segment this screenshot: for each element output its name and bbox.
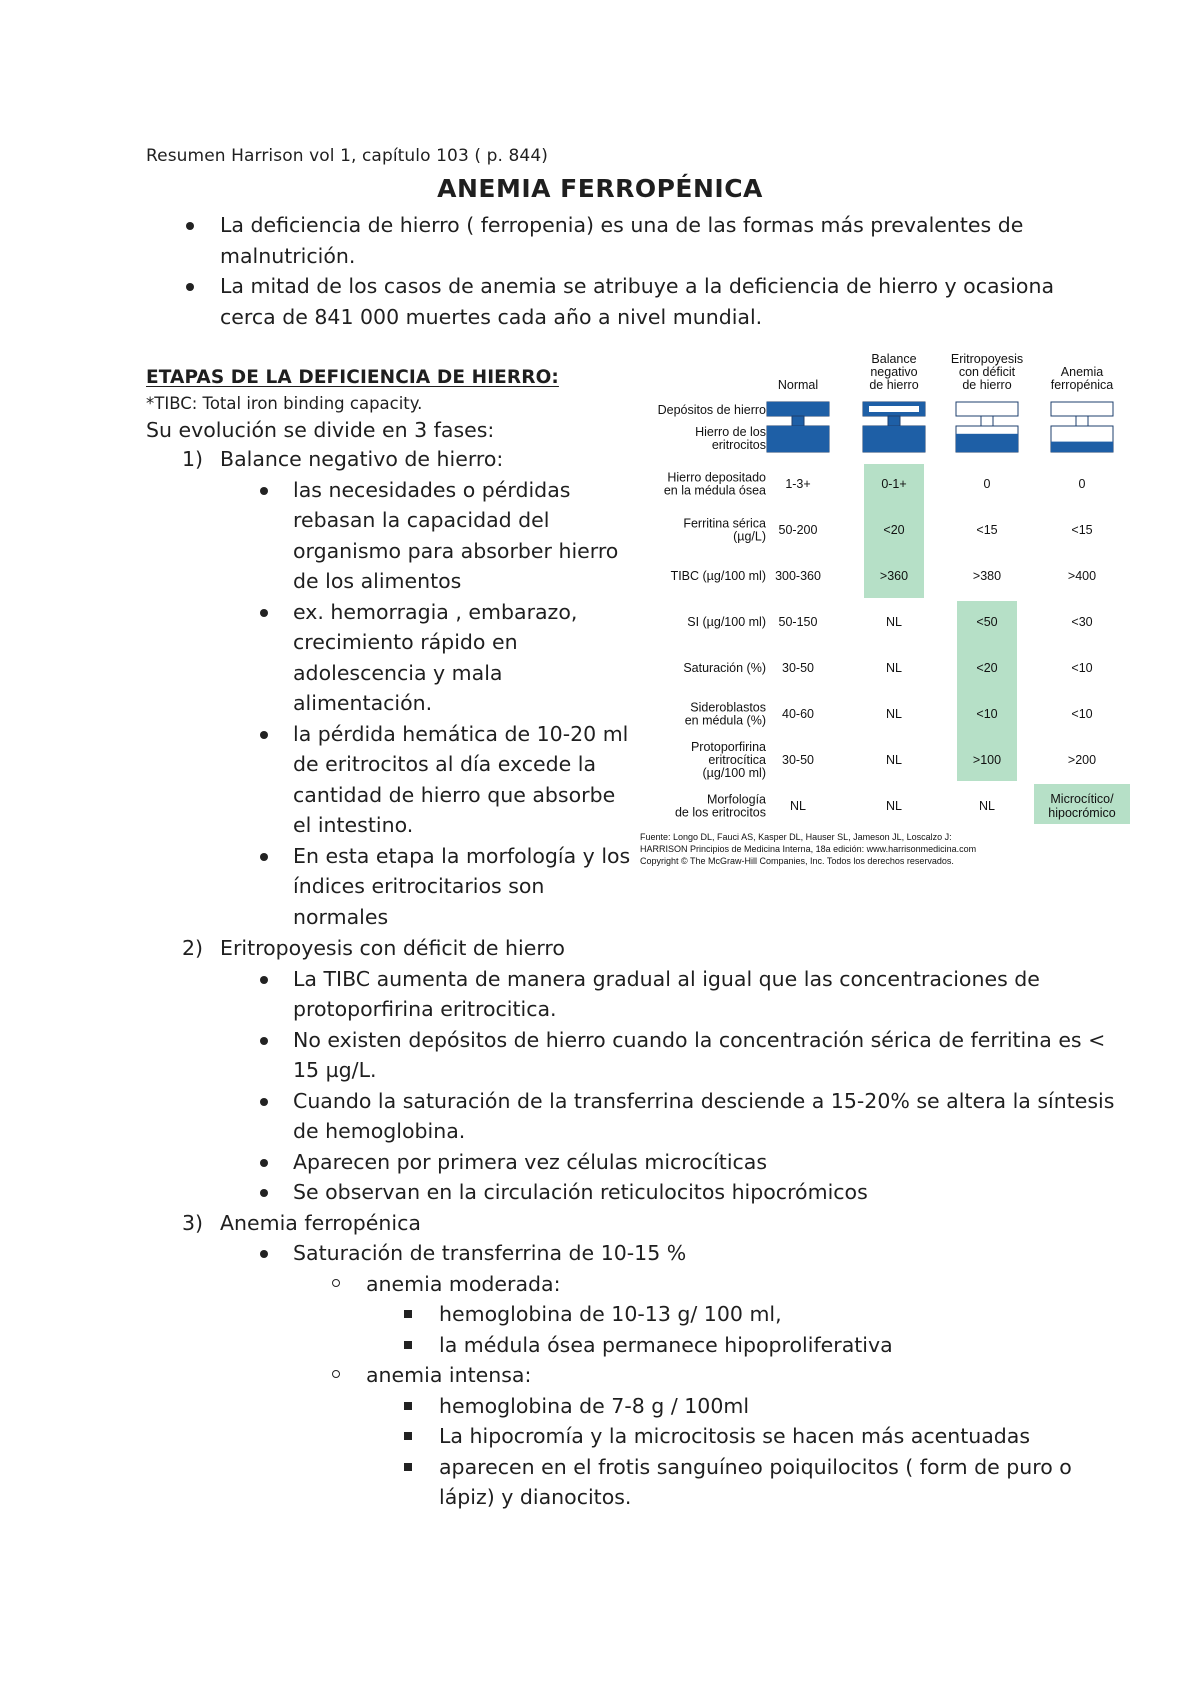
cell-value: >100 [972,753,1002,767]
stage-1-bullets [146,475,636,933]
column-header: Normal [777,378,819,392]
row-label: TIBC (µg/100 ml) [670,569,766,583]
stage-1-title [146,444,636,475]
cell-value: 0-1+ [881,477,907,491]
cell-value: >380 [972,569,1002,583]
row-label: Saturación (%) [683,661,766,675]
cell-value: NL [886,707,902,721]
intro-list [150,210,1070,332]
list-item: Cuando la saturación de la transferrina desciende a 15-20% se altera la síntesis de hemoglobina. [146,1086,1126,1147]
list-item: aparecen en el frotis sanguíneo poiquilocitos ( form de puro o lápiz) y dianocitos. [146,1452,1126,1513]
cell-value: 300-360 [775,569,821,583]
bar-label: Depósitos de hierro [657,403,766,417]
source-line: HARRISON Principios de Medicina Interna, 18a edición: www.harrisonmedicina.com [640,844,977,854]
stages-column-full [146,933,1126,1513]
stage-3-subbullets [146,1269,1126,1300]
figure-table-svg [636,344,1136,884]
page-title: ANEMIA FERROPÉNICA [437,174,763,203]
cell-value: NL [790,799,806,813]
row-label: Morfología de los eritrocitos [674,792,766,820]
cell-value: 0 [1078,477,1086,491]
cell-value: NL [979,799,995,813]
iron-connector [888,416,900,426]
cell-value: <15 [976,523,998,537]
stage-title: Anemia ferropénica [220,1210,421,1235]
list-item: anemia moderada: [146,1269,1126,1300]
rbc-iron-bar [1051,442,1113,452]
list-item: La mitad de los casos de anemia se atribuye a la deficiencia de hierro y ocasiona cerca de 841 000 muertes cada año a nivel mundial. [150,271,1070,332]
rbc-iron-bar [956,434,1018,452]
cell-value: >400 [1067,569,1097,583]
intense-items [146,1391,1126,1513]
cell-value: 40-60 [782,707,814,721]
tibc-note: *TIBC: Total iron binding capacity. [146,394,423,413]
source-line: Copyright © The McGraw-Hill Companies, Inc. Todos los derechos reservados. [640,856,954,866]
cell-value: >360 [879,569,909,583]
list-item: hemoglobina de 7-8 g / 100ml [146,1391,1126,1422]
section-heading: ETAPAS DE LA DEFICIENCIA DE HIERRO: [146,367,559,388]
list-item: Se observan en la circulación reticulocitos hipocrómicos [146,1177,1126,1208]
cell-value: >200 [1067,753,1097,767]
cell-value: NL [886,753,902,767]
bar-label: Hierro de los eritrocitos [695,425,766,452]
cell-value: NL [886,615,902,629]
stages-column [146,364,636,932]
cell-value: <20 [976,661,998,675]
row-label: Hierro depositado en la médula ósea [663,470,766,498]
stage-3-subbullets [146,1360,1126,1391]
cell-value: <50 [976,615,998,629]
cell-value: 1-3+ [785,477,811,491]
cell-value: NL [886,661,902,675]
stage-title: Eritropoyesis con déficit de hierro [220,936,565,960]
cell-value: <10 [1071,707,1093,721]
rbc-iron-bar [863,426,925,452]
column-header: Anemia ferropénica [1050,365,1114,392]
cell-value: <20 [883,523,905,537]
list-item: anemia intensa: [146,1360,1126,1391]
header-line: Resumen Harrison vol 1, capítulo 103 ( p. 844) [146,146,548,166]
moderate-items [146,1299,1126,1360]
cell-value: 0 [983,477,991,491]
row-label: Protoporfirina eritrocítica (µg/100 ml) [690,740,766,780]
list-item: La TIBC aumenta de manera gradual al igual que las concentraciones de protoporfirina eritrocitica. [146,964,1126,1025]
iron-connector [1076,416,1088,426]
cell-value: <10 [1071,661,1093,675]
stage-number: 1) [182,447,204,471]
source-line: Fuente: Longo DL, Fauci AS, Kasper DL, Hauser SL, Jameson JL, Loscalzo J: [640,832,952,842]
cell-value: <15 [1071,523,1093,537]
column-header: Eritropoyesis con déficit de hierro [950,352,1024,392]
cell-value: 50-150 [778,615,818,629]
list-item: las necesidades o pérdidas rebasan la capacidad del organismo para absorber hierro de los alimentos [146,475,636,597]
cell-value: <30 [1071,615,1093,629]
column-header: Balance negativo de hierro [869,352,919,392]
stage-number: 3) [182,1210,204,1235]
iron-deficiency-stages-figure [636,344,1136,884]
cell-value: 30-50 [782,661,814,675]
cell-value: 50-200 [778,523,818,537]
iron-connector [981,416,993,426]
list-item: la pérdida hemática de 10-20 ml de eritrocitos al día excede la cantidad de hierro que absorbe el intestino. [146,719,636,841]
row-label: Sideroblastos en médula (%) [684,700,766,728]
iron-stores-bar [767,402,829,416]
list-item: La deficiencia de hierro ( ferropenia) es una de las formas más prevalentes de malnutrición. [150,210,1070,271]
list-item: ex. hemorragia , embarazo, crecimiento rápido en adolescencia y mala alimentación. [146,597,636,719]
stage-2-title [146,933,1126,964]
evolution-line: Su evolución se divide en 3 fases: [146,418,495,442]
iron-connector [792,416,804,426]
row-label: Ferritina sérica (µg/L) [683,516,766,544]
iron-stores-bar-outline [1051,402,1113,416]
rbc-iron-bar [767,426,829,452]
list-item: hemoglobina de 10-13 g/ 100 ml, [146,1299,1126,1330]
list-item: la médula ósea permanece hipoproliferativa [146,1330,1126,1361]
cell-value: 30-50 [782,753,814,767]
list-item: Saturación de transferrina de 10-15 % [146,1238,1126,1269]
iron-stores-gap [869,406,919,412]
cell-value: NL [886,799,902,813]
list-item: Aparecen por primera vez células microcíticas [146,1147,1126,1178]
iron-stores-bar-outline [956,402,1018,416]
stage-2-bullets [146,964,1126,1208]
stage-number: 2) [182,936,204,960]
row-label: SI (µg/100 ml) [687,615,766,629]
cell-value: Microcítico/ hipocrómico [1048,792,1116,820]
stage-3-bullets [146,1238,1126,1269]
stage-title: Balance negativo de hierro: [220,447,504,471]
cell-value: <10 [976,707,998,721]
list-item: La hipocromía y la microcitosis se hacen más acentuadas [146,1421,1126,1452]
list-item: En esta etapa la morfología y los índices eritrocitarios son normales [146,841,636,933]
stage-3-title [146,1208,1126,1239]
list-item: No existen depósitos de hierro cuando la concentración sérica de ferritina es < 15 µg/L. [146,1025,1126,1086]
